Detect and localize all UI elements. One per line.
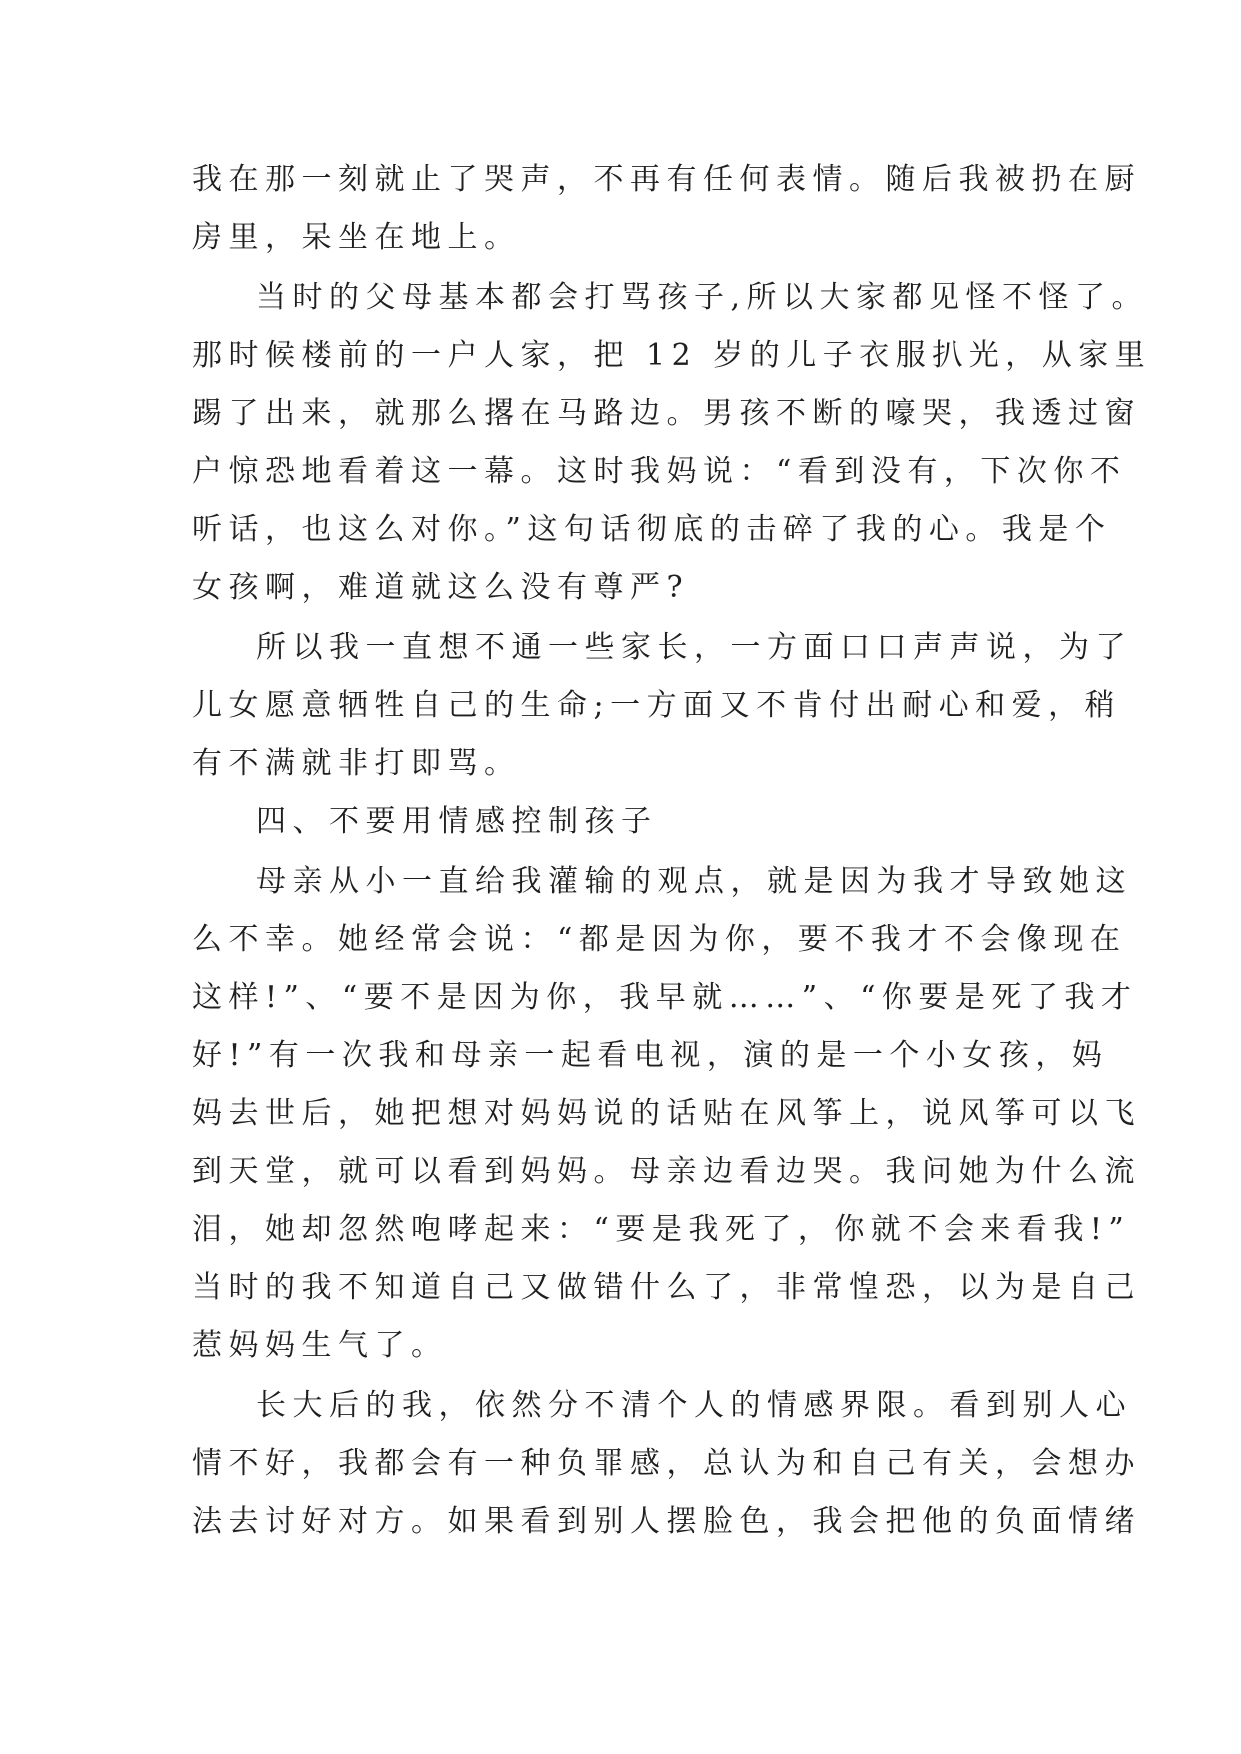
text-line: 房里，呆坐在地上。: [192, 220, 521, 255]
text-line: 当时的我不知道自己又做错什么了，非常惶恐，以为是自己: [192, 1270, 1141, 1305]
paragraph-start-line: 所以我一直想不通一些家长，一方面口口声声说，为了: [256, 630, 1132, 665]
text-line: 我在那一刻就止了哭声，不再有任何表情。随后我被扔在厨: [192, 162, 1141, 197]
text-line: 有不满就非打即骂。: [192, 746, 521, 781]
text-line: 这样!”、“要不是因为你，我早就……”、“你要是死了我才: [192, 980, 1138, 1015]
paragraph-start-line: 当时的父母基本都会打骂孩子,所以大家都见怪不怪了。: [256, 280, 1149, 315]
text-line: 户惊恐地看着这一幕。这时我妈说：“看到没有，下次你不: [192, 454, 1127, 489]
text-line: 情不好，我都会有一种负罪感，总认为和自己有关，会想办: [192, 1446, 1141, 1481]
text-line: 那时候楼前的一户人家，把 12 岁的儿子衣服扒光，从家里: [192, 338, 1152, 373]
text-line: 女孩啊，难道就这么没有尊严?: [192, 570, 690, 605]
section-heading: 四、不要用情感控制孩子: [256, 804, 658, 839]
paragraph-start-line: 母亲从小一直给我灌输的观点，就是因为我才导致她这: [256, 864, 1132, 899]
paragraph-start-line: 长大后的我，依然分不清个人的情感界限。看到别人心: [256, 1388, 1132, 1423]
text-line: 到天堂，就可以看到妈妈。母亲边看边哭。我问她为什么流: [192, 1154, 1141, 1189]
text-line: 踢了出来，就那么撂在马路边。男孩不断的嚎哭，我透过窗: [192, 396, 1141, 431]
text-line: 么不幸。她经常会说：“都是因为你，要不我才不会像现在: [192, 922, 1127, 957]
text-line: 泪，她却忽然咆哮起来：“要是我死了，你就不会来看我!”: [192, 1212, 1131, 1247]
text-line: 法去讨好对方。如果看到别人摆脸色，我会把他的负面情绪: [192, 1504, 1141, 1539]
text-line: 儿女愿意牺牲自己的生命;一方面又不肯付出耐心和爱，稍: [192, 688, 1122, 723]
text-line: 妈去世后，她把想对妈妈说的话贴在风筝上，说风筝可以飞: [192, 1096, 1141, 1131]
text-line: 好!”有一次我和母亲一起看电视，演的是一个小女孩，妈: [192, 1038, 1109, 1073]
text-line: 听话，也这么对你。”这句话彻底的击碎了我的心。我是个: [192, 512, 1112, 547]
text-line: 惹妈妈生气了。: [192, 1328, 448, 1363]
